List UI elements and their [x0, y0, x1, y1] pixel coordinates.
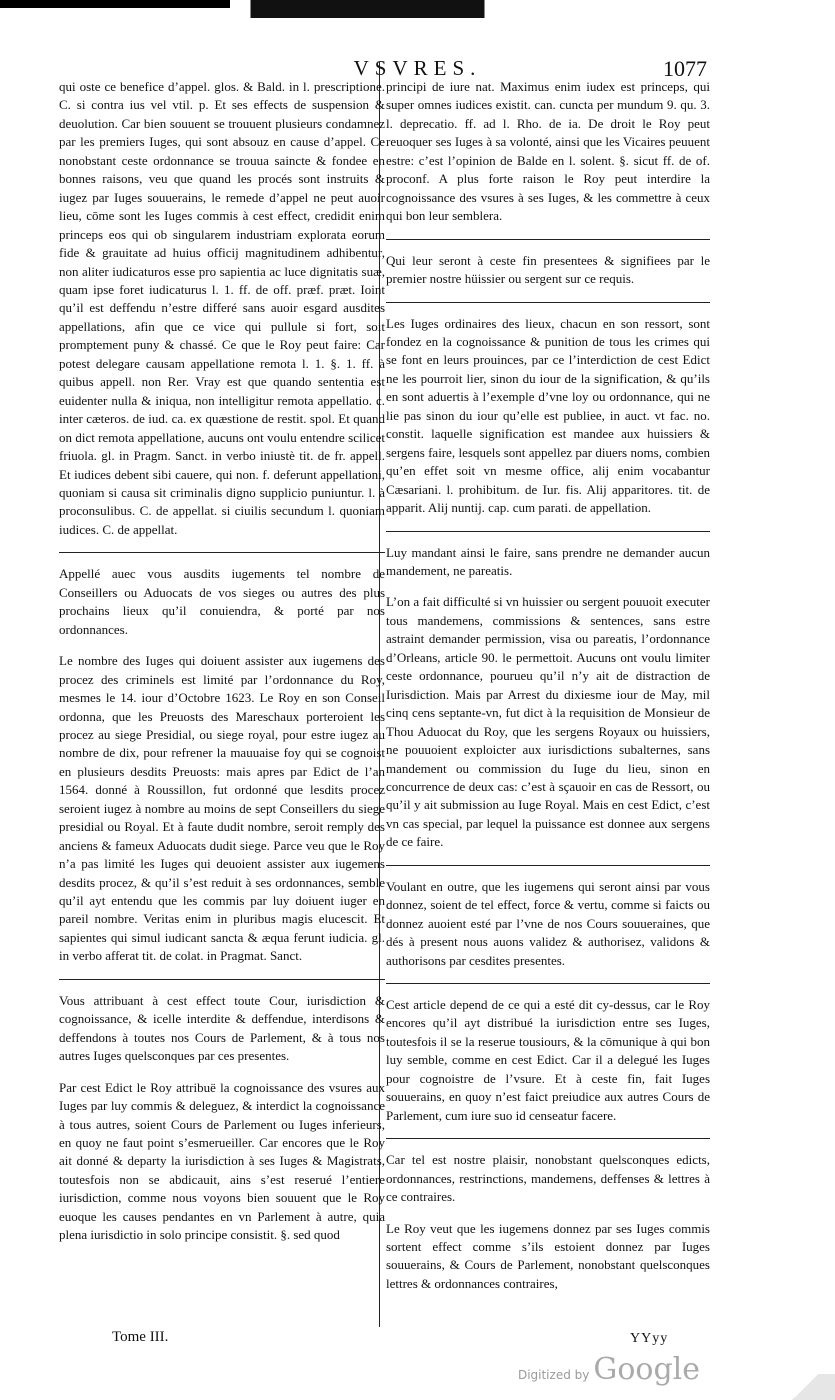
section-rule [386, 239, 710, 240]
page-number: 1077 [663, 56, 707, 81]
section-rule [386, 865, 710, 866]
paragraph-edict: Qui leur seront à ceste fin presentees & signifiees par le premier nostre hüissier ou sergent sur ce requis. [386, 252, 710, 287]
section-rule [386, 531, 710, 532]
paragraph-edict: Vous attribuant à cest effect toute Cour, iurisdiction & cognoissance, & icelle interdite & deffendue, interdisons & deffendons à toutes nos Cours de Parlement, & à tous nos autres Iuges quelsconques par ces presentes. [59, 992, 385, 1064]
paragraph-commentary: Les Iuges ordinaires des lieux, chacun en son ressort, sont fondez en la cognoissance & punition de tous les crimes qui se font en leurs prouinces, par ce l’interdiction de cest Edict ne les pourroit lier, sinon du iour de la signification, & qu’ils en sont aduertis à l’exemple d’vne loy ou ordonnance, qui ne lie pas sinon du iour qu’elle est publiee, in auct. vt fac. no. constit. laquelle signification est mandee aux huissiers & sergens faire, lesquels sont appellez par diuers noms, combien qu’en effet soit vn mesme office, alij enim vocabantur Cæsariani. l. prohibitum. de Iur. fis. Alij apparitores. tit. de apparit. Alij nuntij. cap. cum parati. de appellation. [386, 315, 710, 516]
paragraph-commentary: Le Roy veut que les iugemens donnez par ses Iuges commis sortent effect comme s’ils estoient donnez par Iuges souuerains, & Cours de Parlement, nonobstant quelsconques lettres & ordonnances contraires, [386, 1220, 710, 1291]
volume-label: Tome III. [112, 1329, 169, 1345]
paragraph-edict: Luy mandant ainsi le faire, sans prendre ne demander aucun mandement, ne pareatis. [386, 544, 710, 578]
paragraph-commentary: Le nombre des Iuges qui doiuent assister aux iugemens des procez des criminels est limité par l’ordonnance du Roy, mesmes le 14. iour d’Octobre 1623. Le Roy en son Conseil ordonna, que les Preuosts des Mareschaux porteroient les procez au siege Presidial, ou siege royal, pour estre iugez au nombre de dix, pour refrener la mauuaise foy qui se cognoist en plusieurs desdits Preuosts: mais apres par Edict de l’an 1564. donné à Roussillon, fut ordonné que lesdits procez seroient iugez à nombre au moins de sept Conseillers du siege presidial ou Royal. Et à faute dudit nombre, seroit remply des anciens & fameux Aduocats dudit siege. Parce veu que le Roy n’a pas limité les Iuges qui deuoient assister aux iugemens desdits procez, & qu’il s’est reduit à ses ordonnances, semble qu’il ayt entendu que les commis par luy doiuent iuger en pareil nombre. Veritas enim in pluribus magis elucescit. Et sapientes qui simul iudicant sancta & æqua ferunt iudicia. gl. in verbo afferat tit. de colat. in Pragmat. Sanct. [59, 653, 385, 964]
digitized-by-text: Digitized by [517, 1368, 590, 1382]
section-rule [59, 552, 385, 553]
page-corner-fold [775, 1374, 835, 1400]
running-title: VSVRES. [353, 56, 482, 80]
paragraph-commentary: principi de iure nat. Maximus enim iudex est princeps, qui super omnes iudices existit. can. cuncta per mundum 9. qu. 3. l. deprecatio. ff. ad l. Rho. de ia. De droit le Roy peut reuoquer ses Iuges à sa volonté, ainsi que les Vicaires peuuent estre: c’est l’opinion de Balde en l. solent. §. sicut ff. de of. proconf. A plus forte raison le Roy peut interdire la cognoissance des vsures à ses Iuges, & les commettre à ceux qui bon leur semblera. [386, 79, 710, 224]
section-rule [386, 983, 710, 984]
scan-top-mark [0, 0, 230, 8]
signature-mark: YYyy [630, 1331, 669, 1346]
right-column [386, 78, 710, 1306]
paragraph-commentary: Par cest Edict le Roy attribuë la cognoissance des vsures aux Iuges par luy commis & deleguez, & interdict la cognoissance à tous autres, soient Cours de Parlement ou Iuges inferieurs, en quoy ne faut point s’esmerueiller. Car encores que le Roy ait donné & departy la iurisdiction à ses Iuges & Magistrats, toutesfois non se abdicauit, ains s’est reserué l’entiere iurisdiction, comme nous voyons bien souuent que le Roy euoque les causes pendantes en vn Parlement à autre, quia plena iurisdictio in solo principe consistit. §. sed quod [59, 1079, 385, 1243]
section-rule [386, 302, 710, 303]
section-rule [59, 979, 385, 980]
left-column [59, 78, 385, 1258]
scan-top-band [0, 0, 835, 18]
paragraph-edict: Appellé auec vous ausdits iugements tel nombre de Conseillers ou Aduocats de vos sieges ou autres des plus prochains lieux qu’il conuiendra, & porté par nos ordonnances. [59, 566, 385, 637]
digitized-watermark [518, 1352, 700, 1387]
paragraph-commentary: qui oste ce benefice d’appel. glos. & Bald. in l. prescriptione. C. si contra ius vel vtil. p. Et ses effects de suspension & deuolution. Car bien souuent se trouuent plusieurs condamnez par les premiers Iuges, qui sont absouz en cause d’appel. Ce nonobstant ceste ordonnance se trouua saincte & fondee en bonnes raisons, veu que quand les procés sont instruits & iugez par Iuges souuerains, le remede d’appel ne peut auoir lieu, cōme sont les Iuges commis à cest effect, credidit enim princeps eos qui ob singularem industriam explorata eorum fide & grauitate ad huius officij magnitudinem adhibentur, non aliter iudicaturos esse pro sapientia ac luce dignitatis suæ, quam ipse foret iudicaturus l. 1. ff. de off. præf. præt. Ioint qu’il est deffendu n’estre differé sans auoir esgard ausdites appellations, afin que ce vice qui pullule si fort, soit promptement puny & chassé. Ce que le Roy peut faire: Car potest delegare causam appellatione remota l. 1. §. 1. ff. à quibus appell. non Rer. Vray est que quando sententia est euidenter nulla & iniqua, non intelligitur remota appellatio. c. inter cæteros. de iud. ca. ex quæstione de restit. spol. Et quand on dict remota appellatione, aucuns ont voulu entendre scilicet friuola. gl. in Pragm. Sanct. in verbo iniustè tit. de fr. appell. Et iudices debent sibi cauere, qui non. f. deferunt appellationi, quoniam si causa sit criminalis digno supplicio puniuntur. l. à proconsulibus. C. de appellat. si ciuilis secundum l. quoniam iudices. C. de appellat. [59, 79, 385, 537]
paragraph-commentary: Cest article depend de ce qui a esté dit cy-dessus, car le Roy encores qu’il ayt distribué la iurisdiction entre ses Iuges, toutesfois il se la reserue tousiours, & la cōmunique à qui bon luy semble, comme en cest Edict. Car il a delegué les Iuges pour cognoistre de l’vsure. Et à ceste fin, fait Iuges souuerains, en quoy n’est faict preiudice aux autres Cours de Parlement, cum iure suo id censeatur facere. [386, 997, 710, 1123]
paragraph-edict: Car tel est nostre plaisir, nonobstant quelsconques edicts, ordonnances, restrinctions, mandemens, deffenses & lettres à ce contraires. [386, 1152, 710, 1205]
google-logo-text: Google [593, 1352, 700, 1387]
paragraph-commentary: L’on a fait difficulté si vn huissier ou sergent pouuoit executer tous mandemens, commissions & sentences, sans estre astraint demander permission, visa ou pareatis, l’ordonnance d’Orleans, article 90. le permettoit. Aucuns ont voulu limiter ceste ordonnance, pourueu qu’il n’y ait de distraction de Iurisdiction. Mais par Arrest du dixiesme iour de May, mil cinq cens septante-vn, fut dict à la requisition de Monsieur de Thou Aduocat du Roy, que les sergens Royaux ou huissiers, ne pouuoient exploicter aux iurisdictions subalternes, sans mandement ou commission du Iuge du lieu, sinon en concurrence de deux cas: c’est à sçauoir en cas de Ressort, ou qu’il y ait submission au Iuge Royal. Mais en cest Edict, c’est vn cas special, par lequel la puissance est donnee aux sergens de ce faire. [386, 594, 710, 850]
section-rule [386, 1138, 710, 1139]
paragraph-edict: Voulant en outre, que les iugemens qui seront ainsi par vous donnez, soient de tel effect, force & vertu, comme si faicts ou donnez auoient esté par l’vne de nos Cours souueraines, que dés à present nous auons validez & authorisez, validons & authorisons par cesdites presentes. [386, 878, 710, 968]
